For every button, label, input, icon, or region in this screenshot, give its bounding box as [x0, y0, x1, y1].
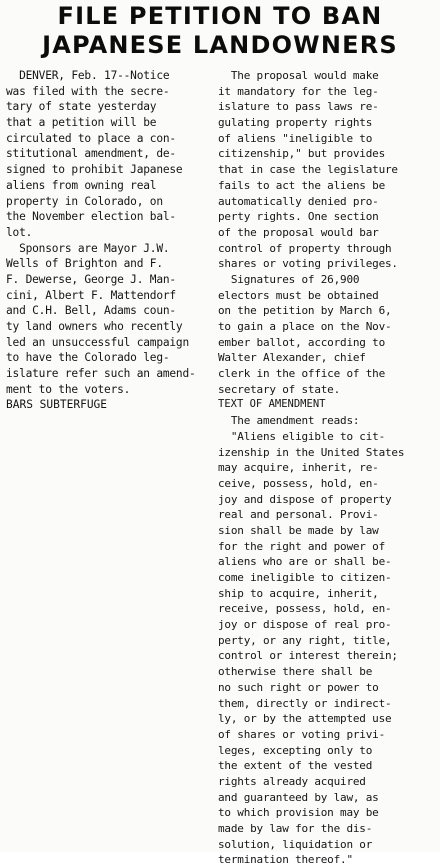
article-line: that a petition will be — [6, 116, 157, 130]
article-line: joy or dispose of real pro- — [218, 618, 392, 632]
article-line: Walter Alexander, chief — [218, 351, 366, 365]
article-line: solution, liquidation or — [218, 837, 373, 851]
article-line: on the petition by March 6, — [218, 304, 392, 318]
article-line: may acquire, inherit, re- — [218, 461, 379, 475]
article-line: joy and dispose of property — [218, 492, 392, 506]
subhead: BARS SUBTERFUGE — [6, 398, 108, 412]
article-line: to which provision may be — [218, 806, 379, 820]
article-line: fails to act the aliens be — [218, 178, 385, 192]
article-line: the extent of the vested — [218, 759, 373, 773]
article-line: led an unsuccessful campaign — [6, 335, 189, 349]
article-line: to gain a place on the Nov- — [218, 320, 392, 333]
article-line: tary of state yesterday — [6, 100, 157, 114]
article-line: them, directly or indirect- — [218, 696, 392, 710]
article-line: that in case the legislature — [218, 163, 398, 177]
article-line: electors must be obtained — [218, 288, 379, 302]
article-line: made by law for the dis- — [218, 822, 373, 835]
article-line: ty land owners who recently — [6, 320, 183, 333]
article-line: The proposal would make — [218, 69, 379, 82]
article-line: leges, excepting only to — [218, 743, 373, 757]
article-line: lot. — [6, 225, 33, 239]
article-line: citizenship," but provides — [218, 147, 385, 161]
article-line: and C.H. Bell, Adams coun- — [6, 304, 176, 318]
article-line: aliens from owning real — [6, 178, 157, 192]
article-line: no such right or power to — [218, 680, 379, 694]
subhead: TEXT OF AMENDMENT — [218, 398, 326, 411]
article-line: islature refer such an amend- — [6, 367, 196, 381]
article-line: perty rights. One section — [218, 210, 379, 224]
article-line: secretary of state. — [218, 382, 341, 396]
article-line: ceive, possess, hold, en- — [218, 476, 379, 490]
article-line: shares or voting privileges. — [218, 257, 398, 271]
article-line: was filed with the secre- — [6, 84, 170, 98]
headline-line-2: JAPANESE LANDOWNERS — [42, 31, 398, 59]
article-line: automatically denied pro- — [218, 194, 379, 208]
article-line: clerk in the office of the — [218, 367, 385, 381]
article-line: izenship in the United States — [218, 445, 405, 459]
article-line: rights already acquired — [218, 774, 366, 788]
article-line: Sponsors are Mayor J.W. — [6, 241, 170, 255]
article-line: termination thereof." — [218, 853, 353, 867]
article-line: stitutional amendment, de- — [6, 147, 176, 161]
article-line: gulating property rights — [218, 116, 373, 130]
article-line: signed to prohibit Japanese — [6, 163, 183, 177]
article-line: the November election bal- — [6, 210, 176, 224]
article-line: control of property through — [218, 241, 392, 255]
article-line: The amendment reads: — [218, 414, 360, 428]
article-line: of shares or voting privi- — [218, 727, 385, 741]
article-line: circulated to place a con- — [6, 131, 176, 145]
article-line: perty, or any right, title, — [218, 633, 392, 647]
article-line: DENVER, Feb. 17--Notice — [6, 69, 170, 82]
article-line: and guaranteed by law, as — [218, 790, 379, 804]
article-line: it mandatory for the leg- — [218, 84, 379, 98]
article-line: property in Colorado, on — [6, 194, 163, 208]
left-column — [6, 68, 206, 413]
article-line: to have the Colorado leg- — [6, 351, 170, 365]
article-line: receive, possess, hold, en- — [218, 602, 392, 616]
article-line: sion shall be made by law — [218, 523, 379, 537]
article-line: islature to pass laws re- — [218, 100, 379, 114]
article-line: ly, or by the attempted use — [218, 712, 392, 726]
article-line: ment to the voters. — [6, 382, 131, 396]
article-line: cini, Albert F. Mattendorf — [6, 288, 176, 302]
article-line: of aliens "ineligible to — [218, 131, 373, 145]
right-column — [218, 68, 432, 868]
article-line: otherwise there shall be — [218, 665, 373, 679]
article-line: come ineligible to citizen- — [218, 571, 392, 584]
article-line: Signatures of 26,900 — [218, 272, 360, 286]
article-line: F. Dewerse, George J. Man- — [6, 272, 176, 286]
article-line: of the proposal would bar — [218, 225, 379, 239]
article-line: ember ballot, according to — [218, 335, 385, 349]
article-line: Wells of Brighton and F. — [6, 257, 163, 271]
article-line: ship to acquire, inherit, — [218, 586, 379, 600]
article-line: real and personal. Provi- — [218, 508, 379, 522]
article-line: control or interest therein; — [218, 649, 398, 663]
article-line: "Aliens eligible to cit- — [218, 429, 385, 443]
headline-line-1: FILE PETITION TO BAN — [57, 2, 383, 30]
article-line: for the right and power of — [218, 539, 385, 553]
article-line: aliens who are or shall be- — [218, 555, 392, 569]
